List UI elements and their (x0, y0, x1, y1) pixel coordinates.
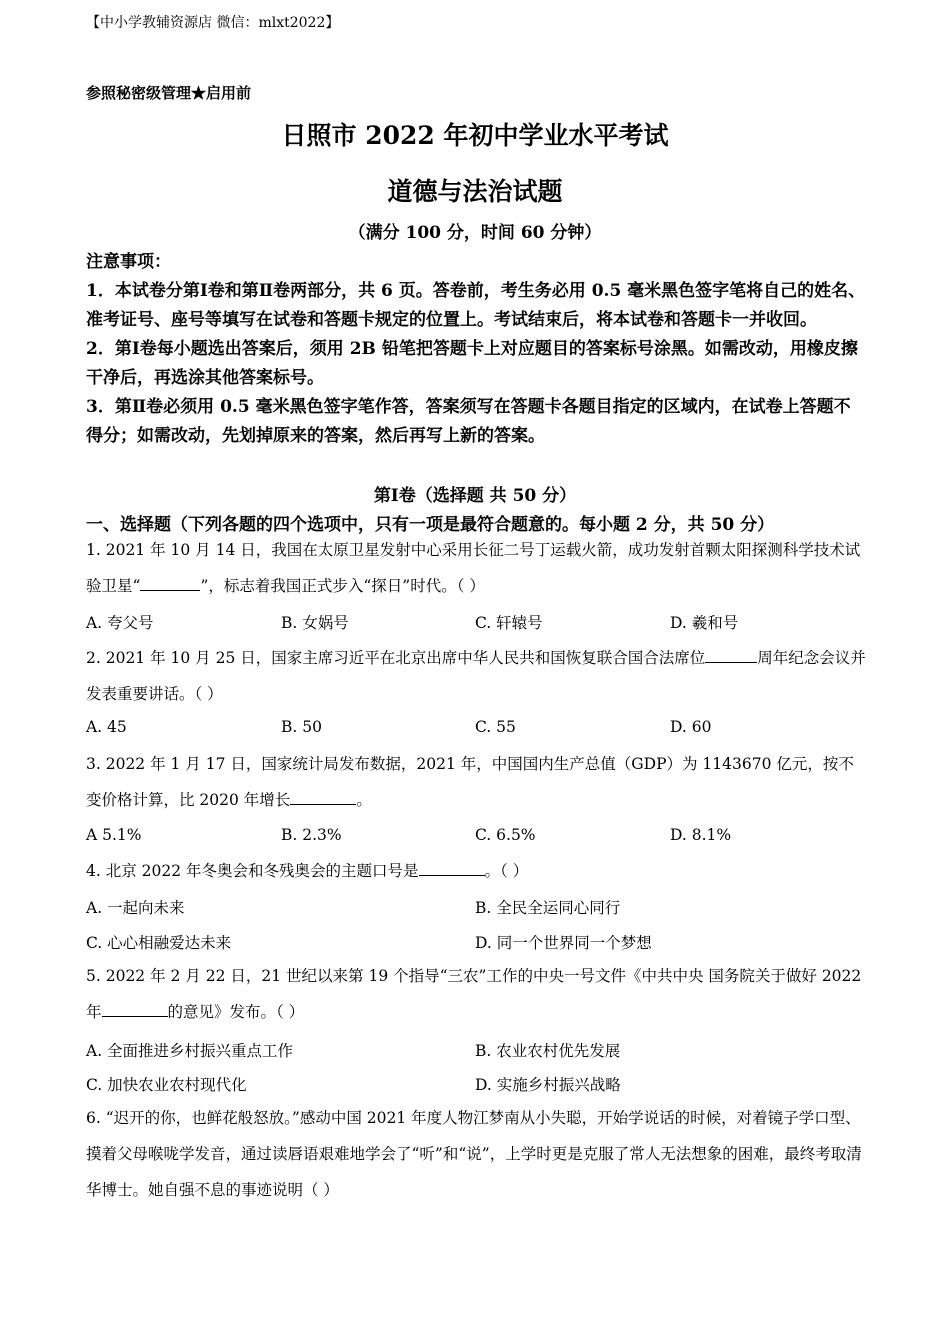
question-2-option-d[interactable]: D. 60 (670, 718, 712, 736)
question-4-stem (86, 853, 866, 889)
exam-title: 日照市 2022 年初中学业水平考试 (281, 121, 669, 150)
question-5-options-row1 (86, 1039, 866, 1069)
question-2-options (86, 718, 866, 748)
notes-block (86, 248, 866, 451)
question-4-text-before: 4. 北京 2022 年冬奥会和冬残奥会的主题口号是 (86, 862, 419, 880)
question-3-blank (290, 804, 356, 805)
question-4-option-d[interactable]: D. 同一个世界同一个梦想 (475, 934, 652, 952)
question-5-options-row2 (86, 1073, 866, 1103)
question-2-text-before: 2. 2021 年 10 月 25 日，国家主席习近平在北京出席中华人民共和国恢复联合国合法席位 (86, 649, 706, 667)
question-2-option-b[interactable]: B. 50 (281, 718, 322, 736)
question-4-blank (419, 875, 485, 876)
question-2-stem (86, 640, 866, 712)
question-5-text-after: 的意见》发布。（ ） (167, 1003, 305, 1021)
question-3-option-d[interactable]: D. 8.1% (670, 826, 732, 844)
question-5-text-before: 5. 2022 年 2 月 22 日，21 世纪以来第 19 个指导“三农”工作的中央一号文件《中共中央 国务院关于做好 2022 年 (86, 967, 862, 1021)
secret-level: 参照秘密级管理★启用前 (86, 84, 252, 102)
question-3-text-after: 。 (356, 791, 372, 809)
question-1-text-before: 1. 2021 年 10 月 14 日，我国在太原卫星发射中心采用长征二号丁运载火箭，成功发射首颗太阳探测科学技术试验卫星“ (86, 541, 861, 595)
question-1-option-c[interactable]: C. 轩辕号 (475, 614, 543, 632)
notes-heading: 注意事项： (86, 252, 171, 272)
question-5-option-b[interactable]: B. 农业农村优先发展 (475, 1042, 621, 1060)
question-2-option-a[interactable]: A. 45 (86, 718, 127, 736)
question-1-blank (140, 590, 200, 591)
question-5-blank (102, 1016, 168, 1017)
question-2-text-after: 周年纪念会议并发表重要讲话。（ ） (86, 649, 866, 703)
question-3-option-c[interactable]: C. 6.5% (475, 826, 536, 844)
question-6-stem: 6. “迟开的你，也鲜花般怒放。”感动中国 2021 年度人物江梦南从小失聪，开始学说话的时候，对着镜子学口型、摸着父母喉咙学发音，通过读唇语艰难地学会了“听”和“说”，上学时更是克服了常人无法想象的困难，最终考取清华博士。她自强不息的事迹说明（ ） (86, 1109, 862, 1199)
question-3-option-a[interactable]: A 5.1% (86, 826, 142, 844)
question-5-stem (86, 958, 866, 1030)
score-time: （满分 100 分，时间 60 分钟） (348, 223, 602, 243)
question-1-text-after: ”，标志着我国正式步入“探日”时代。（ ） (200, 577, 485, 595)
note-item-2: 2．第Ⅰ卷每小题选出答案后，须用 2B 铅笔把答题卡上对应题目的答案标号涂黑。如需改动，用橡皮擦干净后，再选涂其他答案标号。 (86, 339, 858, 388)
question-1-options (86, 611, 866, 641)
question-4-options-row1 (86, 896, 866, 926)
question-3-text-before: 3. 2022 年 1 月 17 日，国家统计局发布数据，2021 年，中国国内生产总值（GDP）为 1143670 亿元，按不变价格计算，比 2020 年增长 (86, 755, 854, 809)
part1-title: 第Ⅰ卷（选择题 共 50 分） (373, 486, 577, 506)
question-5-option-a[interactable]: A. 全面推进乡村振兴重点工作 (86, 1042, 294, 1060)
question-3-stem (86, 746, 866, 818)
question-1-stem (86, 532, 866, 604)
question-4-options-row2 (86, 931, 866, 961)
question-5-option-c[interactable]: C. 加快农业农村现代化 (86, 1076, 247, 1094)
question-2-blank (705, 662, 757, 663)
question-4-option-c[interactable]: C. 心心相融爱达未来 (86, 934, 232, 952)
question-3-options (86, 826, 866, 856)
section1-title: 一、选择题（下列各题的四个选项中，只有一项是最符合题意的。每小题 2 分，共 50 分） (86, 515, 775, 535)
question-3-option-b[interactable]: B. 2.3% (281, 826, 342, 844)
question-4-option-b[interactable]: B. 全民全运同心同行 (475, 899, 621, 917)
subject-title: 道德与法治试题 (387, 177, 563, 206)
header-note: 【中小学教辅资源店 微信：mlxt2022】 (86, 15, 340, 31)
question-4-text-after: 。（ ） (484, 862, 529, 880)
question-1-option-b[interactable]: B. 女娲号 (281, 614, 349, 632)
question-1-option-a[interactable]: A. 夸父号 (86, 614, 154, 632)
question-1-option-d[interactable]: D. 羲和号 (670, 614, 739, 632)
note-item-1: 1．本试卷分第Ⅰ卷和第Ⅱ卷两部分，共 6 页。答卷前，考生务必用 0.5 毫米黑色签字笔将自己的姓名、准考证号、座号等填写在试卷和答题卡规定的位置上。考试结束后，将本试卷和答题卡一并收回。 (86, 281, 866, 330)
note-item-3: 3．第Ⅱ卷必须用 0.5 毫米黑色签字笔作答，答案须写在答题卡各题目指定的区域内，在试卷上答题不得分；如需改动，先划掉原来的答案，然后再写上新的答案。 (86, 397, 851, 446)
question-2-option-c[interactable]: C. 55 (475, 718, 516, 736)
question-5-option-d[interactable]: D. 实施乡村振兴战略 (475, 1076, 621, 1094)
question-4-option-a[interactable]: A. 一起向未来 (86, 899, 185, 917)
